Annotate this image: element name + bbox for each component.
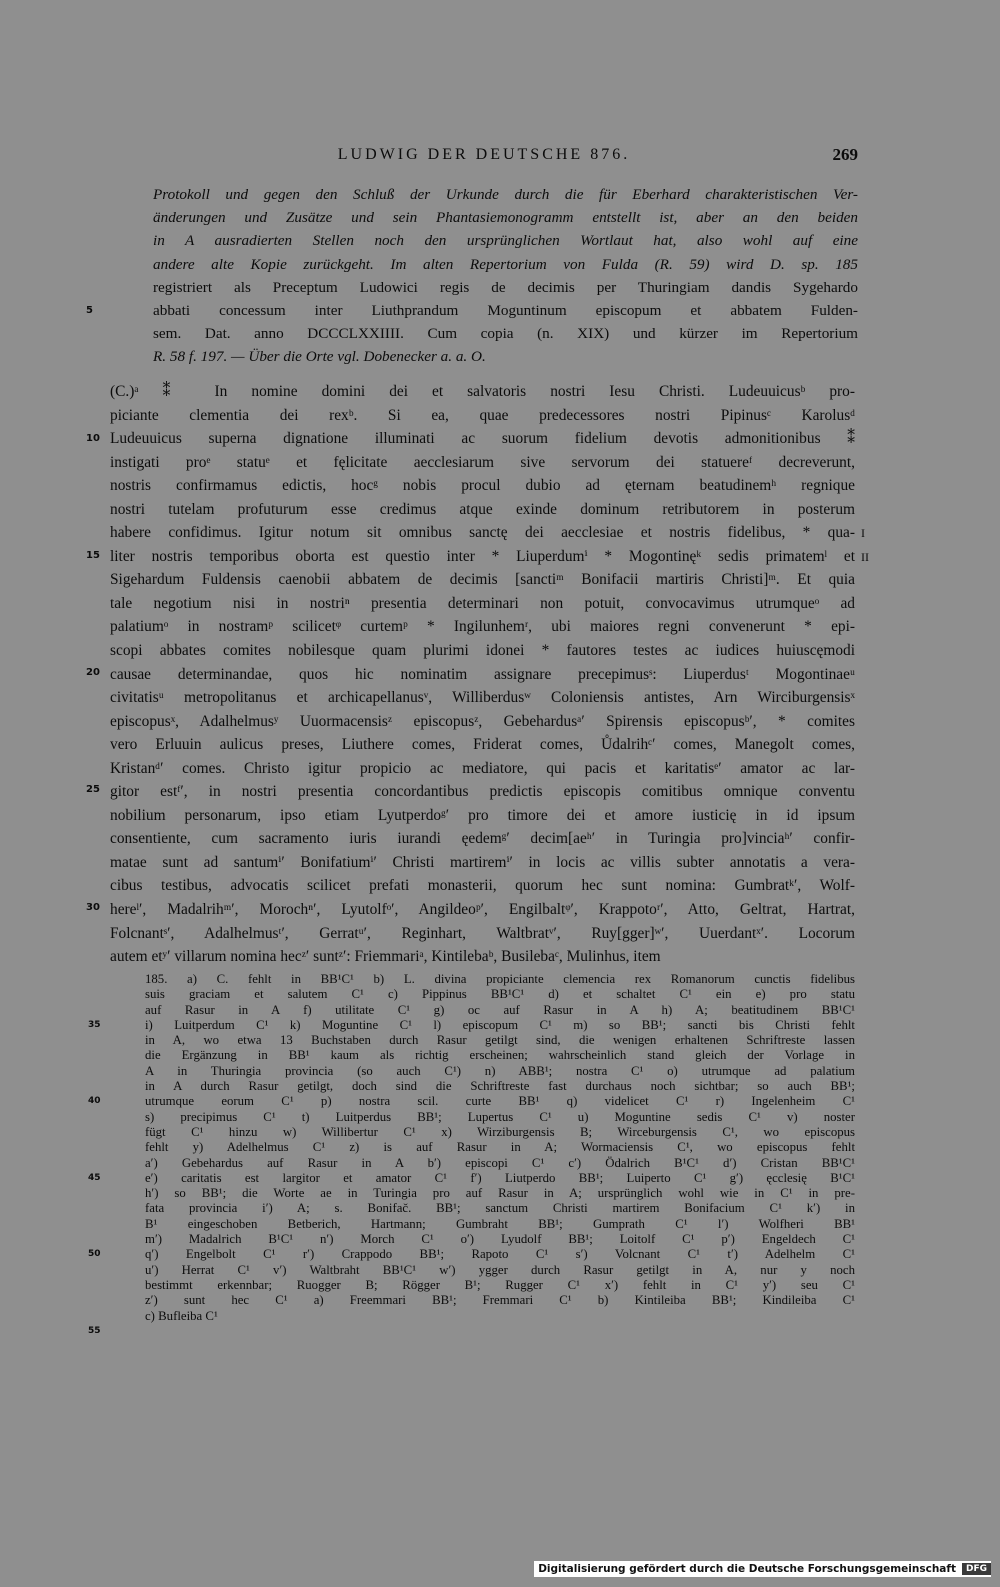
margin-mark: I	[861, 526, 865, 540]
credit-text: Digitalisierung gefördert durch die Deutsche Forschungsgemeinschaft	[538, 1563, 956, 1575]
text-line: (C.)ᵃ ⁑ In nomine domini dei et salvatoris nostri Iesu Christi. Ludeuuicusᵇ pro-	[110, 383, 855, 400]
footnote-line: die Ergänzung in BB¹ kaum als richtig erscheinen; wahrscheinlich stand gleich der Vorlage in	[145, 1048, 855, 1063]
line-number: 20	[86, 667, 100, 678]
footnote-line: 185. a) C. fehlt in BB¹C¹ b) L. divina propiciante clemencia rex Romanorum cunctis fidelibus	[145, 972, 855, 986]
intro-line: änderungen und Zusätze und sein Phantasiemonogramm entstellt ist, aber an den beiden	[153, 209, 858, 227]
footnote-line: fata provincia i′) A; s. Bonifač. BB¹; sanctum Christi martirem Bonifacium C¹ k′) in	[145, 1201, 855, 1216]
footnote-line: fügt C¹ hinzu w) Willibertur C¹ x) Wirziburgensis B; Wirceburgensis C¹, wo episcopus	[145, 1124, 855, 1139]
text-line: episcopusˣ, Adalhelmusʸ Uuormacensisᶻ episcopusᶻ, Gebehardusᵃ′ Spirensis episcopusᵇ′, * comites	[110, 712, 855, 730]
text-line: nobilium personarum, ipso etiam Lyutperdoᵍ′ pro timore dei et amore iusticię in id ipsum	[110, 806, 855, 824]
footnote-line: s) precipimus C¹ t) Luitperdus BB¹; Lupertus C¹ u) Moguntine sedis C¹ v) noster	[145, 1109, 855, 1124]
intro-line: in A ausradierten Stellen noch den ursprünglichen Wortlaut hat, also wohl auf eine	[153, 232, 858, 250]
text-line: gitor estᶠ′, in nostri presentia concordantibus predictis episcopis comitibus omnique conventu	[110, 783, 855, 801]
dfg-logo-icon: DFG	[962, 1563, 991, 1575]
text-line: civitatisᵘ metropolitanus et archicapellanusᵛ, Williberdusʷ Coloniensis antistes, Arn Wirciburgensisˣ	[110, 689, 855, 707]
margin-mark: II	[861, 550, 869, 564]
text-line: hereˡ′, Madalrihᵐ′, Morochⁿ′, Lyutolfᵒ′, Angildeoᵖ′, Engilbaltᵠ′, Krappotoʳ′, Atto, Geltrat, Hartrat,	[110, 901, 855, 919]
page-number: 269	[832, 145, 858, 164]
line-number: 30	[86, 902, 100, 913]
text-line: matae sunt ad santumⁱ′ Bonifatiumⁱ′ Christi martiremⁱ′ in locis ac villis subter annotatis a vera-	[110, 853, 855, 871]
text-line: palatiumᵒ in nostramᵖ scilicetᵠ curtemᵖ * Ingilunhemʳ, ubi maiores regni convenerunt * epi-	[110, 618, 855, 636]
line-number: 35	[88, 1020, 101, 1030]
footnote-line: m′) Madalrich B¹C¹ n′) Morch C¹ o′) Lyudolf BB¹; Loitolf C¹ p′) Engeldech C¹	[145, 1232, 855, 1247]
footnote-line: q′) Engelbolt C¹ r′) Crappodo BB¹; Rapoto C¹ s′) Volcnant C¹ t′) Adelhelm C¹	[145, 1247, 855, 1262]
text-line: causae determinandae, quos hic nominatim assignare precepimusˢ: Liuperdusᵗ Mogontinaeᵘ	[110, 665, 855, 683]
text-line: Sigehardum Fuldensis caenobii abbatem de decimis [sanctiᵐ Bonifacii martiris Christi]ᵐ. Et quia	[110, 571, 855, 589]
intro-line: sem. Dat. anno DCCCLXXIIII. Cum copia (n. XIX) und kürzer im Repertorium	[153, 325, 858, 343]
intro-line: R. 58 f. 197. — Über die Orte vgl. Dobenecker a. a. O.	[153, 348, 486, 366]
footnote-line: suis graciam et salutem C¹ c) Pippinus BB¹C¹ d) et schaltet C¹ ein e) pro statu	[145, 987, 855, 1002]
line-number: 40	[88, 1096, 101, 1106]
footnotes	[145, 972, 855, 1324]
intro-paragraph	[153, 183, 858, 369]
text-line: nostri tutelam profuturum esse credimus atque exinde dominum retributorem in posterum	[110, 500, 855, 518]
text-line: cibus testibus, advocatis scilicet prefati monasterii, quorum hec sunt nomina: Gumbratᵏ′, Wolf-	[110, 877, 855, 895]
text-line: habere confidimus. Igitur notum sit omnibus sanctę dei aecclesiae et nostris fidelibus, * qua-	[110, 524, 855, 542]
footnote-line: u′) Herrat C¹ v′) Waltbraht BB¹C¹ w′) ygger durch Rasur getilgt in A, nur y noch	[145, 1262, 855, 1277]
text-line: Kristanᵈ′ comes. Christo igitur propicio ac mediatore, qui pacis et karitatisᵉ′ amator ac lar-	[110, 759, 855, 777]
intro-line: registriert als Preceptum Ludowici regis de decimis per Thuringiam dandis Sygehardo	[153, 278, 858, 296]
intro-line: Protokoll und gegen den Schluß der Urkunde durch die für Eberhard charakteristischen Ver-	[153, 186, 858, 203]
text-line: Folcnantˢ′, Adalhelmusᵗ′, Gerratᵘ′, Reginhart, Waltbratᵛ′, Ruy[gger]ʷ′, Uuerdantˣ′. Locorum	[110, 924, 855, 942]
text-line: piciante clementia dei rexᵇ. Si ea, quae predecessores nostri Pipinusᶜ Karolusᵈ	[110, 406, 855, 424]
footnote-line: z′) sunt hec C¹ a) Freemmari BB¹; Fremmari C¹ b) Kintileiba BB¹; Kindileiba C¹	[145, 1293, 855, 1308]
line-number: 25	[86, 784, 100, 795]
intro-line: abbati concessum inter Liuthprandum Moguntinum episcopum et abbatem Fulden-	[153, 301, 858, 319]
digitization-credit	[534, 1561, 991, 1577]
footnote-line: A in Thuringia provincia (so auch C¹) n) ABB¹; nostra C¹ o) utrumque ad palatium	[145, 1063, 855, 1078]
footnote-line: a′) Gebehardus auf Rasur in A b′) episcopi C¹ c′) Ödalrich B¹C¹ d′) Cristan BB¹C¹	[145, 1155, 855, 1170]
text-line: tale negotium nisi in nostriⁿ presentia determinari non potuit, convocavimus utrumqueᵒ ad	[110, 594, 855, 612]
line-number: 5	[86, 305, 93, 316]
text-line: consentiente, cum sacramento iuris iurandi ęedemᵍ′ decim[aeʰ′ in Turingia pro]vinciaʰ′ confir-	[110, 830, 855, 848]
intro-line: andere alte Kopie zurückgeht. Im alten Repertorium von Fulda (R. 59) wird D. sp. 185	[153, 255, 858, 273]
footnote-line: auf Rasur in A f) utilitate C¹ g) oc auf Rasur in A h) A; beatitudinem BB¹C¹	[145, 1002, 855, 1017]
charter-text	[110, 380, 855, 969]
footnote-line: bestimmt erkennbar; Ruogger B; Rögger B¹; Rugger C¹ x′) fehlt in C¹ y′) seu C¹	[145, 1277, 855, 1292]
footnote-line: i) Luitperdum C¹ k) Moguntine C¹ l) episcopum C¹ m) so BB¹; sancti bis Christi fehlt	[145, 1017, 855, 1032]
footnote-line: e′) caritatis est largitor et amator C¹ f′) Liutperdo BB¹; Luiperto C¹ g′) ęcclesię B¹C¹	[145, 1170, 855, 1185]
footnote-line: in A, wo etwa 13 Buchstaben durch Rasur getilgt sind, die wenigen erhaltenen Schriftreste lassen	[145, 1033, 855, 1048]
running-head	[110, 142, 858, 168]
footnote-line: B¹ eingeschoben Betberich, Hartmann; Gumbraht BB¹; Gumprath C¹ l′) Wolfheri BB¹	[145, 1216, 855, 1231]
footnote-line: h′) so BB¹; die Worte ae in Turingia pro auf Rasur in A; ursprünglich wohl wie in C¹ in pre-	[145, 1186, 855, 1201]
line-number: 10	[86, 433, 100, 444]
line-number: 55	[88, 1326, 101, 1336]
text-line: Ludeuuicus superna dignatione illuminati ac suorum fidelium devotis admonitionibus ⁑	[110, 430, 855, 448]
footnote-line: fehlt y) Adelhelmus C¹ z) is auf Rasur in A; Wormaciensis C¹, wo episcopus fehlt	[145, 1140, 855, 1155]
text-line: vero Erluuin aulicus preses, Liuthere comes, Friderat comes, Ůdalrihᶜ′ comes, Manegolt comes,	[110, 736, 855, 754]
text-line: scopi abbates comites nobilesque quam plurimi idonei * fautores testes ac iudices huiuscęmodi	[110, 642, 855, 660]
footnote-line: utrumque eorum C¹ p) nostra scil. curte BB¹ q) videlicet C¹ r) Ingelenheim C¹	[145, 1094, 855, 1109]
text-line: liter nostris temporibus oborta est questio inter * Liuperdumⁱ * Mogontinęᵏ sedis primatemˡ et	[110, 547, 855, 565]
line-number: 45	[88, 1173, 101, 1183]
line-number: 15	[86, 550, 100, 561]
text-line: instigati proᵉ statuᵉ et fęlicitate aecclesiarum sive servorum dei statuereᶠ decreverunt,	[110, 453, 855, 471]
footnote-line: c) Bufleiba C¹	[145, 1308, 218, 1323]
text-line: autem etʸ′ villarum nomina hecᶻ′ suntᶻ′: Friemmariᵃ, Kintilebaᵇ, Busilebaᶜ, Mulinhus, item	[110, 948, 661, 966]
footnote-line: in A durch Rasur getilgt, doch sind die Schriftreste fast durchaus noch sichtbar; so auch BB¹;	[145, 1079, 855, 1094]
text-line: nostris confirmamus edictis, hocᵍ nobis procul dubio ad ęternam beatudinemʰ regnique	[110, 477, 855, 495]
line-number: 50	[88, 1249, 101, 1259]
running-title: LUDWIG DER DEUTSCHE 876.	[337, 146, 631, 163]
